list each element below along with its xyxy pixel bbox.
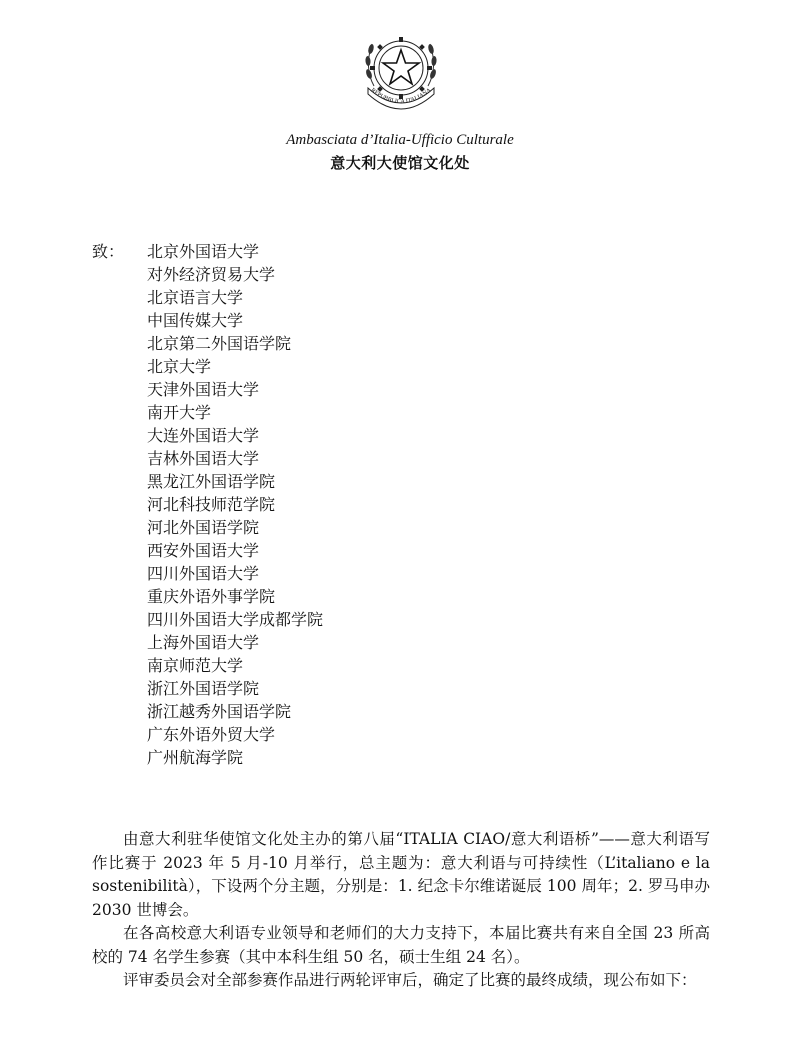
recipient-item: 广东外语外贸大学: [147, 725, 276, 744]
letter-body: [92, 828, 710, 993]
recipient-item: 四川外国语大学: [147, 564, 260, 583]
recipients-label: 致：: [92, 242, 125, 261]
recipient-item: 四川外国语大学成都学院: [147, 610, 324, 629]
recipient-item: 北京语言大学: [147, 288, 244, 307]
recipient-item: 浙江越秀外国语学院: [147, 702, 292, 721]
recipient-item: 黑龙江外国语学院: [147, 472, 276, 491]
svg-text:REPUBBLICA ITALIANA: REPUBBLICA ITALIANA: [369, 87, 433, 106]
body-paragraph-results: 评审委员会对全部参赛作品进行两轮评审后，确定了比赛的最终成绩，现公布如下：: [123, 971, 697, 989]
recipient-item: 北京大学: [147, 357, 212, 376]
body-paragraph-participants: 在各高校意大利语专业领导和老师们的大力支持下，本届比赛共有来自全国 23 所高校的 74 名学生参赛（其中本科生组 50 名，硕士生组 24 名）。: [92, 924, 710, 966]
recipient-item: 河北外国语学院: [147, 518, 260, 537]
recipient-item: 重庆外语外事学院: [147, 587, 276, 606]
recipient-item: 浙江外国语学院: [147, 679, 260, 698]
recipient-item: 对外经济贸易大学: [147, 265, 276, 284]
office-name-italian: Ambasciata d’Italia-Ufficio Culturale: [286, 132, 514, 148]
recipient-item: 南开大学: [147, 403, 212, 422]
recipient-item: 北京第二外国语学院: [147, 334, 292, 353]
recipient-list: [147, 240, 323, 769]
recipient-item: 大连外国语大学: [147, 426, 260, 445]
recipient-item: 北京外国语大学: [147, 242, 260, 261]
recipient-item: 河北科技师范学院: [147, 495, 276, 514]
office-name-chinese: 意大利大使馆文化处: [330, 154, 470, 172]
star-emblem-icon: [360, 28, 442, 114]
recipient-item: 吉林外国语大学: [147, 449, 260, 468]
recipient-item: 上海外国语大学: [147, 633, 260, 652]
recipient-item: 广州航海学院: [147, 748, 244, 767]
recipient-item: 天津外国语大学: [147, 380, 260, 399]
body-paragraph-competition: 由意大利驻华使馆文化处主办的第八届“ITALIA CIAO/意大利语桥”——意大利语写作比赛于 2023 年 5 月-10 月举行，总主题为：意大利语与可持续性（L’italiano e la sostenibilità），下设两个分主题，分别是：1. 纪念卡尔维诺诞辰 100 周年；2. 罗马申办 2030 世博会。: [92, 830, 710, 919]
recipient-item: 南京师范大学: [147, 656, 244, 675]
recipient-item: 中国传媒大学: [147, 311, 244, 330]
embassy-emblem: [360, 28, 442, 114]
recipient-item: 西安外国语大学: [147, 541, 260, 560]
